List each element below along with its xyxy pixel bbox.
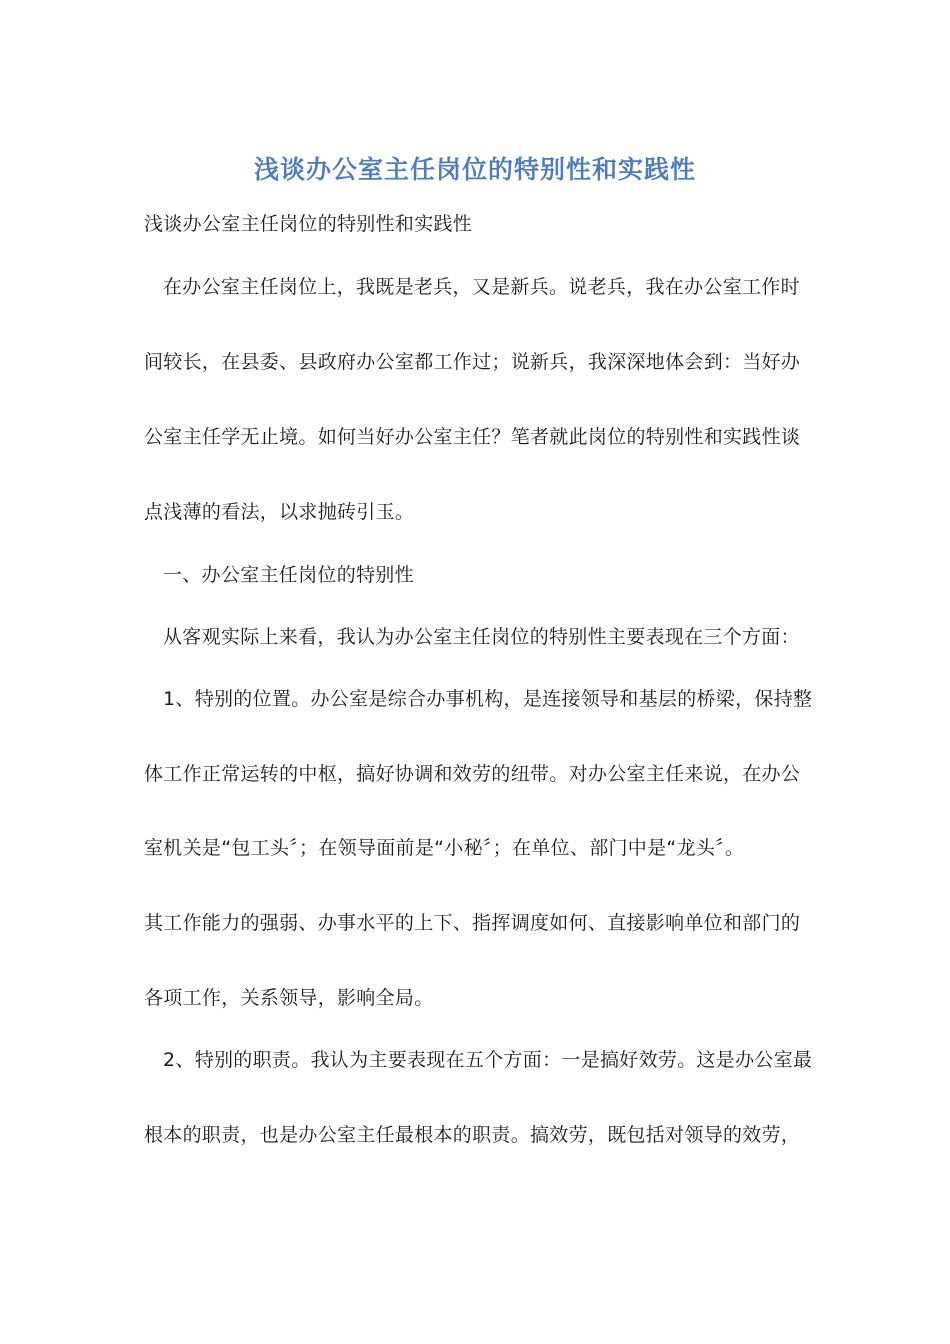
paragraph-line: 1、特别的位置。办公室是综合办事机构，是连接领导和基层的桥梁，保持整	[163, 688, 813, 710]
paragraph-line: 点浅薄的看法，以求抛砖引玉。	[144, 501, 415, 523]
paragraph-line: 2、特别的职责。我认为主要表现在五个方面：一是搞好效劳。这是办公室最	[163, 1049, 813, 1071]
paragraph-line: 室机关是“包工头〞；在领导面前是“小秘〞；在单位、部门中是“龙头〞。	[144, 837, 745, 859]
paragraph-line: 各项工作，关系领导，影响全局。	[144, 987, 434, 1009]
paragraph-line: 公室主任学无止境。如何当好办公室主任？笔者就此岗位的特别性和实践性谈	[144, 426, 801, 448]
paragraph-line: 间较长，在县委、县政府办公室都工作过；说新兵，我深深地体会到：当好办	[144, 351, 801, 373]
paragraph-line: 根本的职责，也是办公室主任最根本的职责。搞效劳，既包括对领导的效劳，	[144, 1124, 801, 1146]
paragraph-line: 从客观实际上来看，我认为办公室主任岗位的特别性主要表现在三个方面：	[163, 626, 800, 648]
section-heading: 一、办公室主任岗位的特别性	[163, 564, 414, 586]
subtitle-line: 浅谈办公室主任岗位的特别性和实践性	[144, 213, 473, 235]
paragraph-line: 其工作能力的强弱、办事水平的上下、指挥调度如何、直接影响单位和部门的	[144, 912, 801, 934]
paragraph-line: 体工作正常运转的中枢，搞好协调和效劳的纽带。对办公室主任来说，在办公	[144, 763, 801, 785]
document-title: 浅谈办公室主任岗位的特别性和实践性	[253, 155, 696, 184]
paragraph-line: 在办公室主任岗位上，我既是老兵，又是新兵。说老兵，我在办公室工作时	[163, 276, 800, 298]
